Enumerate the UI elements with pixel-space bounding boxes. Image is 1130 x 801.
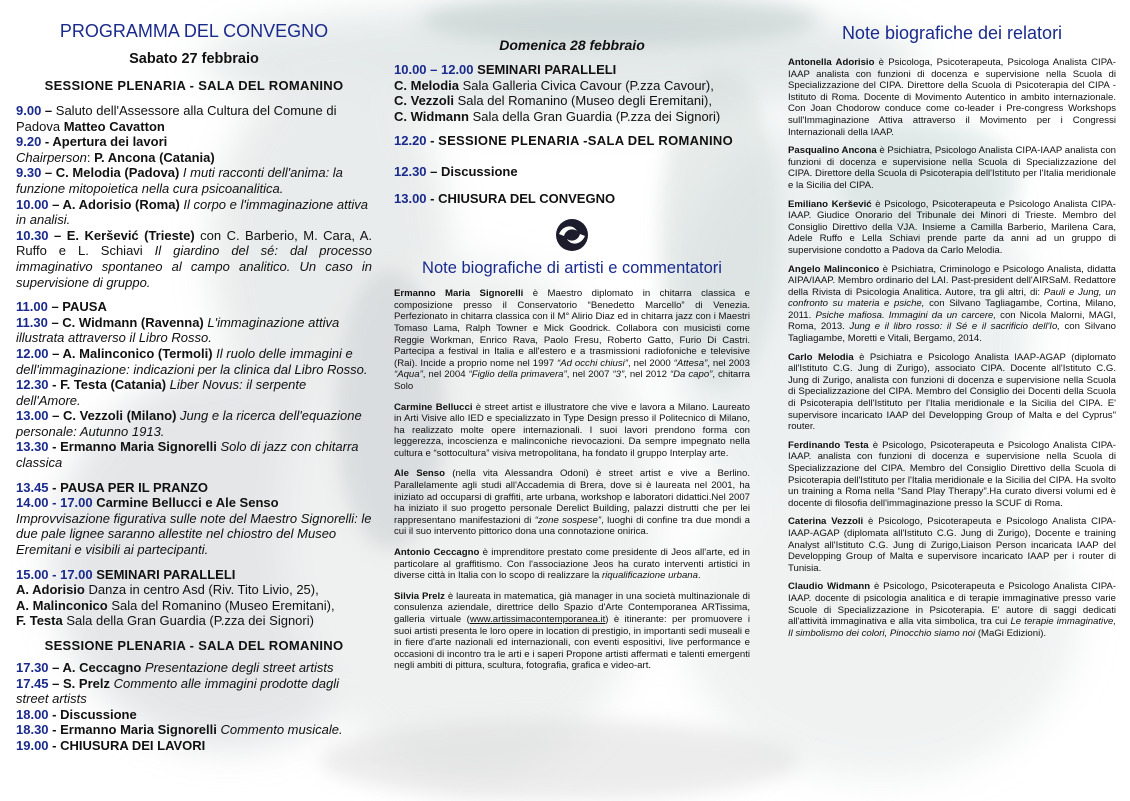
bio-text: è laureata in matematica, già manager in una società multinazionale di consulenza aziendale, direttrice dello Spazio d'Arte Contemporanea ARTissima, galleria virtuale ( [394,590,750,625]
time: 12.20 [394,133,427,149]
talk-title: Solo di jazz con chitarra classica [16,439,359,471]
bio-text: , nel 2012 [624,369,670,381]
speakers-column [788,0,1116,639]
bio-kersevan [788,199,1116,257]
time: 13.45 [16,479,49,495]
desc: con C. Barberio, M. Cara, A. Ruffo e L. Schiavi [16,227,372,259]
program-item [394,133,750,149]
talk-title: L'immaginazione attiva illustrata attraverso il Libro Rosso. [16,314,340,346]
sunday-and-artists-column [394,0,750,672]
bio-text: è Psicologo, Psicoterapeuta e Psicologo Analista CIPA-IAAP. analista con funzioni di docenza e supervisione nella Scuola di Specializzazione del CIPA. Membro del Consiglio Direttivo della Scuola di Psicoterapia dell'Istituto per l'Italia meridionale e la Sicilia del CIPA. Ha svolto un training a Roma nella “Sand Play Therapy”.Ha curato diversi volumi ed è docente di filosofia dell'immaginazione presso la SCUF di Roma. [788,439,1116,509]
speaker: C. Widmann (Ravenna) [62,314,204,330]
seminars-heading [16,567,372,583]
time: 13.00 [394,190,427,206]
sep: – [426,163,442,179]
bio-name: Emiliano Keršević [788,198,872,210]
program-item [16,408,372,439]
talk-title: Il ruolo delle immagini e dell'immaginazione: indicazioni per la clinica dal Libro Rosso. [16,345,368,377]
bio-text: , chitarra Solo [394,369,750,392]
event: Discussione [441,163,518,179]
sep: - [48,722,61,738]
speaker: A. Adorisio [16,582,85,598]
book-title: Le terapie immaginative, Il simbolismo dei colori, Pinocchio siamo noi [788,616,1116,639]
bio-name: Silvia Prelz [394,590,445,602]
talk-title: I muti racconti dell'anima: la funzione mitopoietica nella cura psicoanalitica. [16,165,343,196]
time: 12.00 [16,345,49,361]
bio-text: . [697,570,701,582]
bio-name: Ale Senso [394,468,445,480]
bio-text: è Psicologo, Psicoterapeuta e Psicologo Analista CIPA-IAAP. Giudice Onorario del Tribunale dei Minori di Trieste. Membro del Consiglio Direttivo della VJA. Insieme a Camilla Barberio, Marilena Cara, Adele Ruffo e Lella Schiavi prende parte da anni ad un gruppo di supervisione condotto a Padova da Carlo Melodia. [788,198,1117,256]
sep: - [426,133,439,149]
seminar-item [16,613,372,629]
talk-title: Presentazione degli street artists [141,660,334,675]
album: “Figlio della primavera” [468,369,567,381]
sep: - [48,706,61,722]
sep: - [48,377,61,393]
venue: Sala della Gran Guardia (P.zza dei Signori) [62,613,314,629]
sep: – [41,103,56,118]
desc: Saluto dell'Assessore alla Cultura del Comune di Padova [16,103,337,134]
sep: - [48,479,61,495]
speaker: Ermanno Maria Signorelli [60,439,217,455]
program-column [16,0,372,754]
program-item [16,511,372,558]
book-title: Jung e il libro rosso: il Sé e il sacrificio dell'Io, [849,321,1060,333]
sep: : [86,149,95,165]
event: Apertura dei lavori [52,134,168,150]
chair-label: Chairperson [16,149,87,165]
time: 18.00 [16,706,49,722]
seminar-item [394,78,750,94]
seminar-item [16,598,372,614]
seminars-heading [394,62,750,78]
program-item [16,439,372,470]
bio-senso [394,468,750,538]
bio-italic: riqualificazione urbana [601,570,698,582]
program-item [16,315,372,346]
conference-logo-icon [555,218,589,252]
bio-testa [788,440,1116,510]
sep: – [48,227,67,243]
event: CHIUSURA DEL CONVEGNO [438,190,616,206]
speakers-bios [788,57,1116,639]
program-item [16,228,372,290]
bio-text: , nel 2003 [707,357,750,369]
bio-text: è Psichiatra e Psicologo Analista IAAP-AGAP (diplomato all'Istituto C.G. Jung di Zurigo), associato CIPA. Docente all'Istituto C.G. Jung di Zurigo, analista con funzioni di docenza e supervisione nella Scuola di Specializzazione del CIPA. Membro del Consiglio dei Docenti della Scuola di Psicoterapia dell'Istituto per l'Italia meridionale e la Sicilia del CIPA. E' supervisore incaricato IAAP del Developping Group of Malta e del Cyprus" router. [788,351,1116,433]
album: “Aqua” [394,369,423,381]
time: 12.30 [16,377,49,393]
talk-title: Liber Novus: il serpente dell'Amore. [16,377,307,408]
bio-bellucci [394,402,750,460]
program-item [16,346,372,377]
sep: - [426,190,439,206]
sep: – [48,196,63,212]
speaker: C. Widmann [394,108,469,124]
speaker: Matteo Cavatton [63,118,165,134]
seminar-item [16,582,372,598]
bio-text: , nel 2007 [566,369,613,381]
bio-prelz [394,591,750,672]
website-link[interactable]: www.artissimacontemporanea.it [469,614,606,625]
book-title: Psiche mafiosa. Immagini da un carcere, [815,309,997,321]
bio-text: , nel 2004 [422,369,469,381]
bio-name: Caterina Vezzoli [788,516,864,528]
event: Discussione [60,706,137,722]
time: 14.00 - 17.00 [16,495,93,511]
bio-text: con Silvano Tagliagambe, Cortina, Milano, 2011. [788,298,1116,321]
sep: – [48,345,63,361]
artists-bios [394,288,750,672]
performance-description: Improvvisazione figurativa sulle note del Maestro Signorelli: le due pale lignee saranno allestite nel chiostro del Museo Eremitani e visibili ai partecipanti. [16,510,372,558]
speaker: A. Malinconico [16,597,108,613]
event: PAUSA [62,299,107,315]
plenary-session-heading: SESSIONE PLENARIA - SALA DEL ROMANINO [44,78,344,93]
time: 9.20 [16,134,42,150]
sep: – [48,675,64,691]
sep: – [41,165,56,181]
sep: – [48,408,64,424]
program-item [16,738,372,754]
speaker: E. Keršević (Trieste) [66,227,195,243]
speaker: C. Melodia [394,77,460,93]
time: 17.30 [16,660,49,675]
program-item [16,197,372,228]
talk-title: Il corpo e l'immaginazione attiva in analisi. [16,196,368,228]
talk-title: Commento alle immagini prodotte dagli street artists [16,675,340,707]
speaker: Carmine Bellucci e Ale Senso [96,495,279,511]
sep: – [48,660,63,675]
event: SESSIONE PLENARIA -SALA DEL ROMANINO [438,133,734,149]
sunday-date: Domenica 28 febbraio [499,37,645,53]
bio-text: è imprenditore prestato come presidente di Jeos all'arte, ed in particolare al graffitismo. Con l'associazione Jeos ha curato interventi artistici in diverse città in Italia con lo scopo di realizzare la [394,547,750,582]
time: 19.00 [16,737,49,753]
sep: – [47,314,63,330]
time: 11.30 [16,314,48,330]
talk-title: Commento musicale. [216,722,343,738]
label: SEMINARI PARALLELI [92,566,236,582]
program-item [16,165,372,196]
book-title: Pauli e Jung, un confronto su materia e psiche, [788,286,1116,310]
program-item [16,103,372,134]
album: “Ad occhi chiusi” [557,357,628,369]
bio-text: è Maestro diplomato in chitarra classica e composizione presso il Conservatorio “Benedetto Marcello” di Venezia. Perfezionato in chitarra classica con il M° Alirio Diaz ed in chitarra jazz con i Maestri Tomaso Lama, Ralph Towner e Mick Goodrick. Collabora con musicisti come Reggie Workman, Enrico Rava, Paolo Fresu, Roberto Gatto, Furio Di Castri. Partecipa a festival in Italia e all'estero e a trasmissioni radiofoniche e televisive (Rai). Incide a proprio nome nel 1997 [394,288,750,369]
bio-vezzoli [788,516,1116,574]
time: 18.30 [16,722,49,738]
bio-widmann [788,581,1116,639]
saturday-midday-program [16,299,372,471]
bio-text: è Psichiatra, Criminologo e Psicologo Analista, didatta AIPA/IAAP. Membro ordinario del LAI. Past-president dell'AIRSaM. Redattore della Rivista di Psicologia Analitica. Autore, tra gli altri, di: [788,263,1116,298]
bio-name: Carmine Bellucci [394,401,473,413]
bio-name: Ferdinando Testa [788,439,869,451]
event: PAUSA PER IL PRANZO [60,479,208,495]
sep: – [47,299,63,315]
artists-bio-title: Note biografiche di artisti e commentatori [422,259,722,278]
bio-name: Claudio Widmann [788,581,871,593]
seminar-item [394,109,750,125]
bio-text: , luoghi di confine tra due mondi a cui il suo intervento pittorico dona una connotazione onirica. [394,514,750,538]
bio-melodia [788,352,1116,433]
speaker: P. Ancona (Catania) [94,149,215,165]
time: 15.00 - 17.00 [16,566,93,582]
sep: - [41,134,53,150]
program-item [16,299,372,315]
venue: Sala Galleria Civica Cavour (P.zza Cavour), [459,77,714,93]
speaker: A. Adorisio (Roma) [62,196,180,212]
label: SEMINARI PARALLELI [473,62,617,77]
bio-italic: “zone sospese” [534,514,602,526]
seminar-item [394,93,750,109]
bio-text: (MaGi Edizioni). [975,627,1047,639]
program-title: PROGRAMMA DEL CONVEGNO [59,21,329,41]
bio-name: Carlo Melodia [788,351,854,363]
bio-text: è street artist e illustratore che vive e lavora a Milano. Laureato in Arti Visive allo IED e specializzato in Type Design presso il Politecnico di Milano, ha realizzato molte opere internazionali. I suoi lavori prendono forma con leggerezza, incoscienza e malinconiche rievocazioni. Da sempre impegnato nella cultura e “sottocultura” visiva metropolitana, ha fondato il gruppo Interplay arte. [394,401,750,459]
event: CHIUSURA DEI LAVORI [60,737,206,753]
time: 11.00 [16,299,48,315]
saturday-evening-program [16,660,372,754]
speaker: Ermanno Maria Signorelli [60,722,217,738]
saturday-morning-program [16,103,372,290]
bio-text: con Nicola Malorni, MAGI, Roma, 2013. [788,309,1116,333]
program-item [16,480,372,496]
bio-malinconico [788,264,1116,345]
bio-adorisio [788,57,1116,138]
bio-text: ) è itinerante: per promuovere i suoi artisti presenta le loro opere in location di prestigio, in importanti sedi museali e in fiere d'arte nazionali ed internazionali, con eventi espositivi, live performance e occasioni di incontro tra le arti e i saperi Propone artisti affermati e talenti emergenti negli ambiti di pittura, scultura, fotografia, grafica e video-art. [394,614,750,672]
bio-text: è Psichiatra, Psicologo Analista CIPA-IAAP analista con funzioni di docenza e supervisione nella Scuola di Specializzazione del CIPA. Direttore della Scuola di Psicoterapia dell'Istituto per l'Italia meridionale e la Sicilia del CIPA. [788,145,1116,191]
saturday-parallel-seminars [16,567,372,629]
speaker: A. Ceccagno [62,660,142,675]
program-item [16,134,372,150]
time: 10.00 – 12.00 [394,62,474,77]
bio-text: (nella vita Alessandra Odoni) è street artist e vive a Berlino. Parallelamente agli studi all'Accademia di Brera, dove si è laureata nel 2001, ha iniziato ad occuparsi di graffiti, arte urbana, workshop e laboratori didattici.Nel 2007 ha iniziato il suo progetto personale Derelict Building, palazzi distrutti che per lei rappresentano manifestazioni di [394,468,751,526]
program-item [16,377,372,408]
bio-name: Antonella Adorisio [788,57,875,68]
talk-title: Jung e la ricerca dell'equazione personale: Autunno 1913. [16,408,362,439]
speaker: F. Testa (Catania) [60,377,167,393]
bio-name: Antonio Ceccagno [394,547,480,559]
time: 9.30 [16,165,42,181]
program-item [394,164,750,180]
venue: Sala della Gran Guardia (P.zza dei Signori) [469,108,721,124]
time: 9.00 [16,103,42,118]
bio-text: con Silvano Tagliagambe, Moretti e Vitali, Bergamo, 2014. [788,321,1116,345]
speakers-bio-title: Note biografiche dei relatori [841,23,1063,43]
speaker: F. Testa [16,613,63,629]
time: 10.00 [16,196,49,212]
plenary-session-heading-2: SESSIONE PLENARIA - SALA DEL ROMANINO [44,638,344,653]
talk-title: Il giardino del sé: dal processo immaginativo spontaneo al campo analitico. Un caso in supervisione di gruppo. [16,243,372,290]
bio-ancona [788,145,1116,191]
bio-signorelli [394,288,750,392]
venue: Sala del Romanino (Museo degli Eremitani), [453,93,712,109]
time: 17.45 [16,675,49,691]
time: 13.00 [16,408,49,424]
program-item [16,660,372,676]
program-item [16,676,372,707]
bio-text: , nel 2000 [628,357,674,369]
speaker: S. Prelz [63,675,110,691]
sunday-parallel-seminars [394,62,750,124]
time: 10.30 [16,227,49,243]
program-item [16,495,372,511]
bio-name: Pasqualino Ancona [788,145,877,157]
venue: Danza in centro Asd (Riv. Tito Livio, 25), [84,582,319,598]
program-item [394,191,750,207]
album: “Da capo” [669,369,713,381]
sep: - [48,439,61,455]
bio-name: Ermanno Maria Signorelli [394,288,524,300]
time: 13.30 [16,439,49,455]
bio-ceccagno [394,547,750,582]
venue: Sala del Romanino (Museo Eremitani), [107,597,335,613]
program-item [16,150,372,166]
bio-name: Angelo Malinconico [788,263,880,275]
speaker: C. Melodia (Padova) [55,165,180,181]
bio-text: è Psicologo, Psicoterapeuta e Psicologo Analista CIPA-IAAP-AGAP (diplomata all'Istituto C.G. Jung di Zurigo), Docente e training Analyst all'Istituto C.G. Jung di Zurigo,Liaison Person incaricata IAAP del Developping Group of Malta e supervisore incaricato IAAP per i router di Tunisia. [788,516,1117,574]
speaker: A. Malinconico (Termoli) [62,345,213,361]
bio-text: è Psicologo, Psicoterapeuta e Psicologo Analista CIPA-IAAP. docente di psicologia analitica e di terapie immaginative presso varie Scuole di Specializzazione in Psicoterapia. E' autore di saggi dedicati all'attività immaginativa e alla vita simbolica, tra cui [788,581,1116,628]
sep: - [48,737,61,753]
album: “3” [612,369,625,381]
saturday-date: Sabato 27 febbraio [129,51,259,67]
speaker: C. Vezzoli [394,93,454,109]
album: “Attesa” [673,357,708,369]
program-item [16,722,372,738]
program-item [16,707,372,723]
time: 12.30 [394,163,427,179]
bio-text: è Psicologa, Psicoterapeuta, Psicologa Analista CIPA-IAAP analista con funzioni di docenza e supervisione nella Scuola di Specializzazione del CIPA. Direttore della Scuola di Psicoterapia del CIPA - Istituto di Roma. Docente di Movimento Autentico in ambito internazionale. Con Joan Chodorow conduce come co-leader i Pre-congress Workshops sull'Immaginazione Attiva attraverso il Movimento per i Congressi Internazionali della IAAP. [788,57,1116,138]
speaker: C. Vezzoli (Milano) [63,408,177,424]
saturday-afternoon-program [16,480,372,558]
